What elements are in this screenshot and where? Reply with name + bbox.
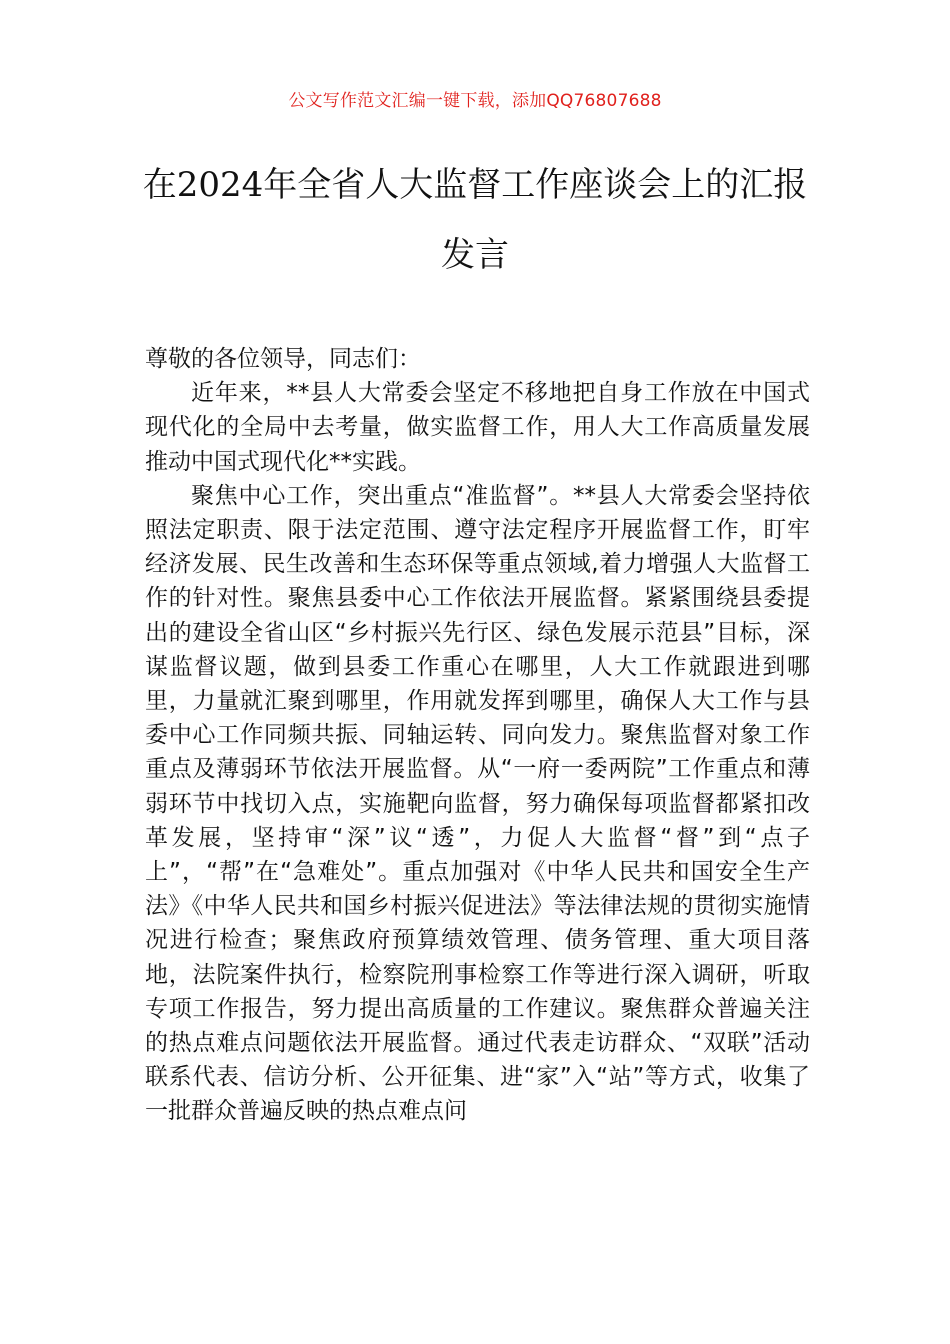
paragraph-intro: 近年来，**县人大常委会坚定不移地把自身工作放在中国式现代化的全局中去考量，做实监督工作，用人大工作高质量发展推动中国式现代化**实践。 [145,380,810,475]
salutation: 尊敬的各位领导，同志们： [145,346,421,372]
paragraph-focus-work: 聚焦中心工作，突出重点“准监督”。**县人大常委会坚持依照法定职责、限于法定范围、遵守法定程序开展监督工作，盯牢经济发展、民生改善和生态环保等重点领域,着力增强人大监督工作的针对性。聚焦县委中心工作依法开展监督。紧紧围绕县委提出的建设全省山区“乡村振兴先行区、绿色发展示范县”目标，深谋监督议题，做到县委工作重心在哪里，人大工作就跟进到哪里，力量就汇聚到哪里，作用就发挥到哪里，确保人大工作与县委中心工作同频共振、同轴运转、同向发力。聚焦监督对象工作重点及薄弱环节依法开展监督。从“一府一委两院”工作重点和薄弱环节中找切入点，实施靶向监督，努力确保每项监督都紧扣改革发展，坚持审“深”议“透”，力促人大监督“督”到“点子上”，“帮”在“急难处”。重点加强对《中华人民共和国安全生产法》《中华人民共和国乡村振兴促进法》等法律法规的贯彻实施情况进行检查；聚焦政府预算绩效管理、债务管理、重大项目落地，法院案件执行，检察院刑事检察工作等进行深入调研，听取专项工作报告，努力提出高质量的工作建议。聚焦群众普遍关注的热点难点问题依法开展监督。通过代表走访群众、“双联”活动联系代表、信访分析、公开征集、进“家”入“站”等方式，收集了一批群众普遍反映的热点难点问 [145,482,810,1125]
download-notice: 公文写作范文汇编一键下载，添加QQ76807688 [288,91,662,111]
document-body [145,342,810,1129]
document-title: 在2024年全省人大监督工作座谈会上的汇报发言 [142,165,808,275]
